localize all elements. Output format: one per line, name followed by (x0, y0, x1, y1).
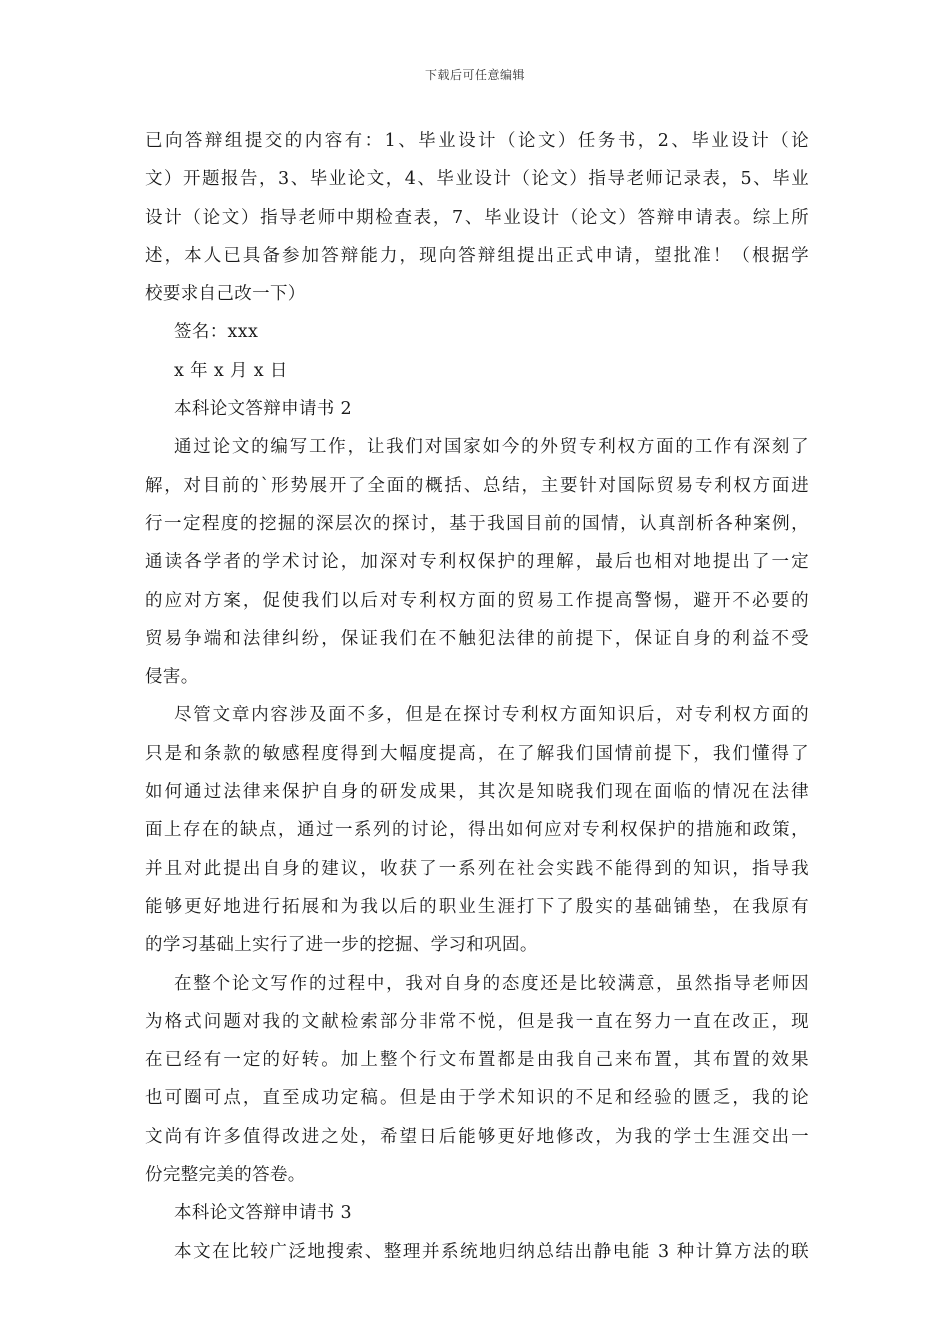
text-line: 通读各学者的学术讨论，加深对专利权保护的理解，最后也相对地提出了一定 (145, 552, 809, 573)
text-line: 也可圈可点，直至成功定稿。但是由于学术知识的不足和经验的匮乏，我的论 (145, 1088, 809, 1109)
text-line: x 年 x 月 x 日 (174, 360, 288, 381)
text-line: 文）开题报告，3、毕业论文，4、毕业设计（论文）指导老师记录表，5、毕业 (145, 169, 809, 190)
text-line: 在已经有一定的好转。加上整个行文布置都是由我自己来布置，其布置的效果 (145, 1050, 809, 1071)
text-line: 如何通过法律来保护自身的研发成果，其次是知晓我们现在面临的情况在法律 (145, 782, 809, 803)
text-line: 已向答辩组提交的内容有：1、毕业设计（论文）任务书，2、毕业设计（论 (145, 131, 809, 151)
text-line: 文尚有许多值得改进之处，希望日后能够更好地修改，为我的学士生涯交出一 (145, 1126, 809, 1147)
text-line: 只是和条款的敏感程度得到大幅度提高，在了解我们国情前提下，我们懂得了 (145, 743, 809, 764)
text-line: 本科论文答辩申请书 3 (174, 1203, 353, 1224)
text-line: 述，本人已具备参加答辩能力，现向答辩组提出正式申请，望批准！（根据学 (145, 245, 809, 266)
document-body (145, 122, 809, 1271)
text-line: 份完整完美的答卷。 (145, 1165, 306, 1186)
text-line: 本科论文答辩申请书 2 (174, 399, 353, 420)
text-line: 通过论文的编写工作，让我们对国家如今的外贸专利权方面的工作有深刻了 (174, 437, 809, 458)
text-line: 解，对目前的`形势展开了全面的概括、总结，主要针对国际贸易专利权方面进 (145, 475, 809, 496)
text-line: 签名：xxx (174, 322, 259, 343)
text-line: 为格式问题对我的文献检索部分非常不悦，但是我一直在努力一直在改正，现 (145, 1011, 809, 1032)
text-line: 面上存在的缺点，通过一系列的讨论，得出如何应对专利权保护的措施和政策， (145, 820, 809, 841)
text-line: 尽管文章内容涉及面不多，但是在探讨专利权方面知识后，对专利权方面的 (174, 705, 809, 726)
text-line: 贸易争端和法律纠纷，保证我们在不触犯法律的前提下，保证自身的利益不受 (145, 628, 809, 649)
text-line: 本文在比较广泛地搜索、整理并系统地归纳总结出静电能 3 种计算方法的联 (174, 1241, 809, 1262)
text-line: 在整个论文写作的过程中，我对自身的态度还是比较满意，虽然指导老师因 (174, 973, 809, 994)
text-line: 侵害。 (145, 667, 199, 688)
text-line: 的学习基础上实行了进一步的挖掘、学习和巩固。 (145, 935, 538, 956)
text-line: 的应对方案，促使我们以后对专利权方面的贸易工作提高警惕，避开不必要的 (145, 590, 809, 611)
text-line: 设计（论文）指导老师中期检查表，7、毕业设计（论文）答辩申请表。综上所 (145, 207, 809, 228)
text-line: 能够更好地进行拓展和为我以后的职业生涯打下了殷实的基础铺垫，在我原有 (145, 896, 809, 917)
page-header-note: 下载后可任意编辑 (424, 68, 525, 82)
text-line: 行一定程度的挖掘的深层次的探讨，基于我国目前的国情，认真剖析各种案例， (145, 513, 809, 534)
text-line: 并且对此提出自身的建议，收获了一系列在社会实践不能得到的知识，指导我 (145, 858, 809, 879)
text-line: 校要求自己改一下） (145, 284, 306, 305)
